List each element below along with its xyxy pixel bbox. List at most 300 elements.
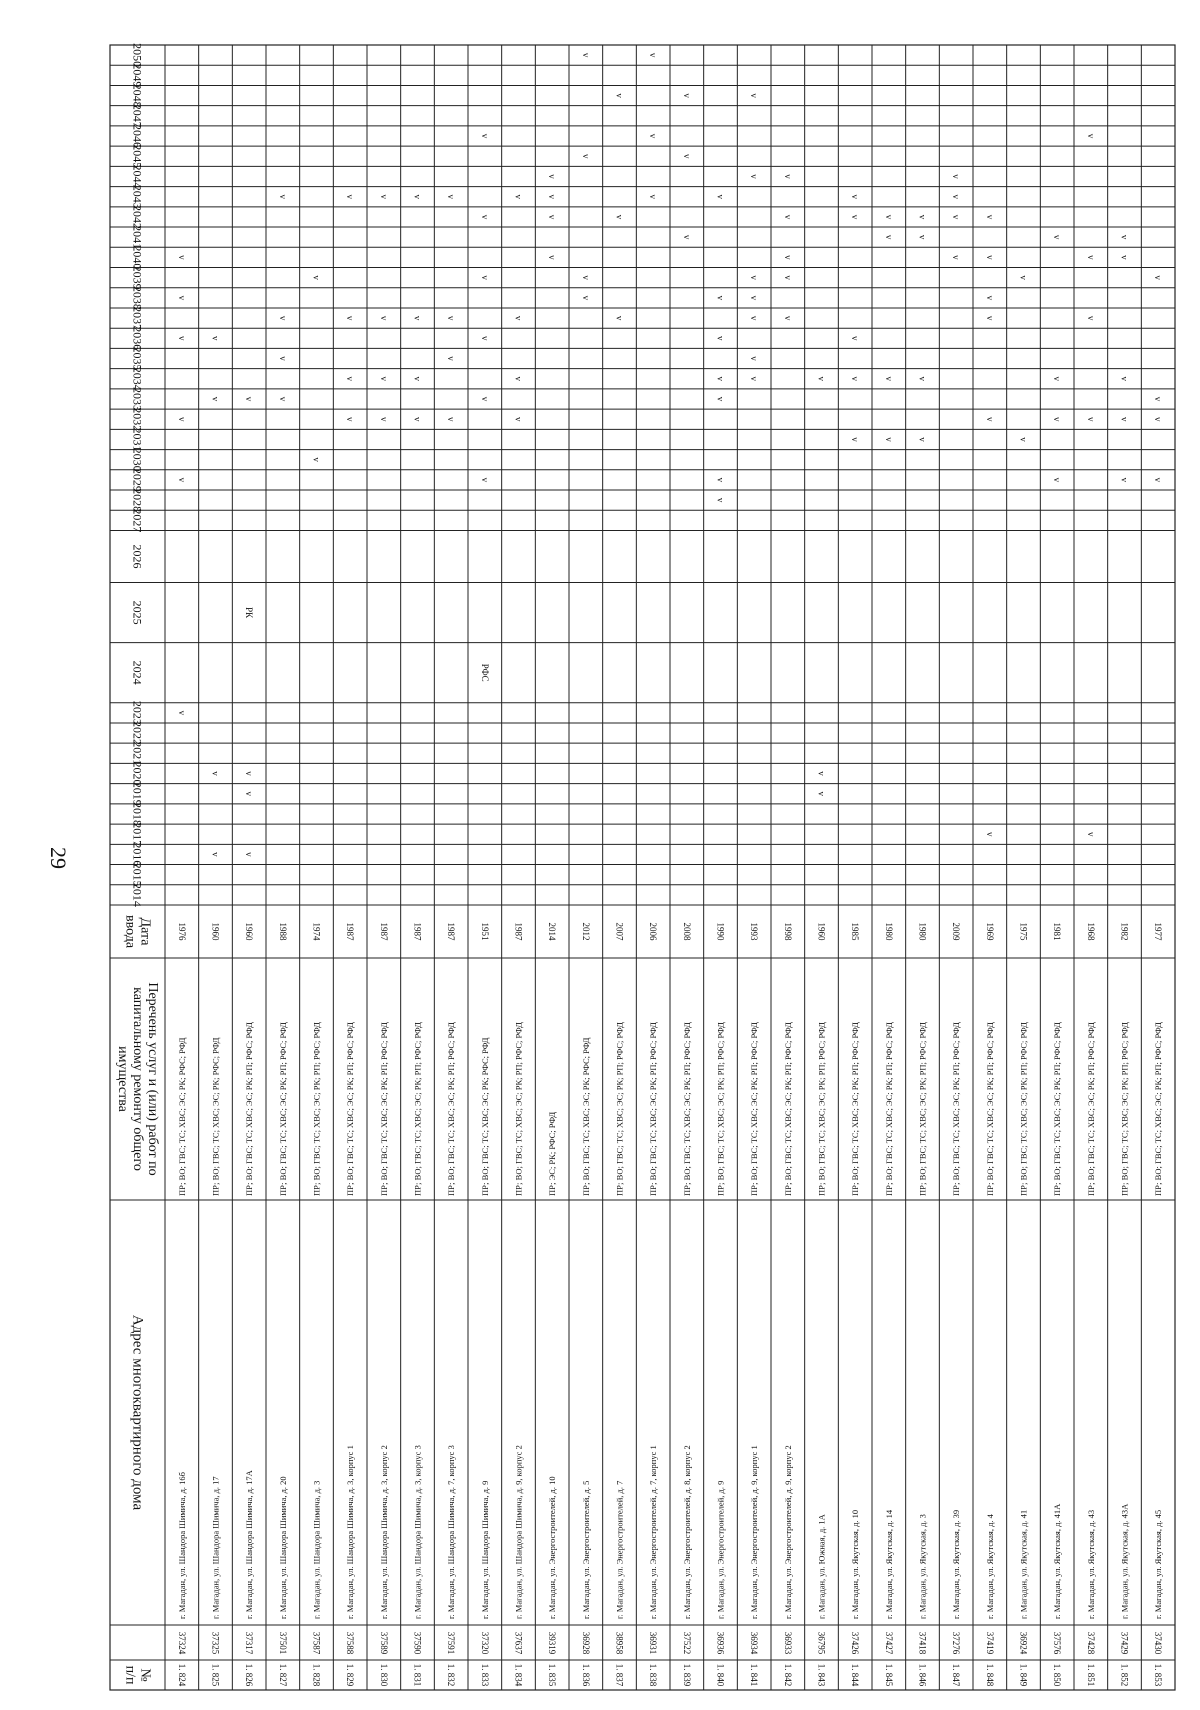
row-date: 1975 — [1018, 922, 1029, 941]
header-year-2014: 2014 — [130, 882, 145, 907]
row-services: ПР; ВО; ГВС; ТС; ХВС; ЭС; РК; РП; РФС; РФД — [446, 1022, 457, 1196]
row-id: 37522 — [681, 1631, 692, 1655]
row-mark-2034: v — [715, 376, 726, 382]
row-date: 1987 — [378, 922, 389, 941]
row-mark-2050: v — [648, 52, 659, 58]
row-id: 36931 — [648, 1631, 659, 1655]
row-mark-2040: v — [782, 255, 793, 260]
row-date: 1987 — [513, 922, 524, 941]
row-mark-2043: v — [648, 194, 659, 199]
row-date: 1990 — [715, 922, 726, 941]
header-year-2032: 2032 — [130, 407, 145, 432]
header-num: п/п — [122, 1665, 138, 1685]
row-mark-2023: v — [176, 710, 187, 716]
row-mark-2037: v — [446, 315, 457, 321]
row-services: ПР; ВО; ГВС; ТС; ХВС; ЭС; РК; РП; РФС; РФД — [816, 1022, 827, 1196]
row-mark-2042: v — [782, 214, 793, 220]
row-id: 37430 — [1153, 1631, 1164, 1655]
row-services: ПР; ВО; ГВС; ТС; ХВС; ЭС; РК; РП; РФС; РФД — [1052, 1022, 1063, 1196]
row-mark-2043: v — [345, 194, 356, 199]
row-mark-2040: v — [1119, 255, 1130, 260]
row-mark-2036: v — [850, 336, 861, 341]
row-id: 39319 — [547, 1631, 558, 1655]
row-mark-2040: v — [176, 255, 187, 260]
row-num: 1. 832 — [446, 1663, 457, 1687]
row-mark-2020: v — [816, 771, 827, 776]
row-mark-2031: v — [850, 437, 861, 442]
row-services: ПР; ВО; ГВС; ТС; ХВС; ЭС; РК; РП; РФС; РФД — [378, 1022, 389, 1196]
row-mark-2034: v — [917, 376, 928, 382]
header-address: Адрес многоквартирного дома — [129, 1314, 146, 1511]
row-date: 1987 — [446, 922, 457, 941]
row-id: 37501 — [277, 1631, 288, 1655]
row-date: 1988 — [277, 922, 288, 941]
row-mark-2042: v — [984, 214, 995, 220]
row-num: 1. 827 — [277, 1663, 288, 1687]
row-id: 36934 — [749, 1631, 760, 1655]
row-address: г. Магадан, ул. Якутская, д. 4 — [984, 1514, 995, 1619]
row-num: 1. 841 — [749, 1663, 760, 1687]
row-address: г. Магадан, ул. Якутская, д. 41А — [1052, 1503, 1063, 1619]
row-mark-2040: v — [547, 255, 558, 260]
header-year-2045: 2045 — [130, 144, 145, 169]
row-mark-2043: v — [547, 194, 558, 199]
row-date: 2014 — [547, 922, 558, 941]
row-id: 37325 — [210, 1631, 221, 1655]
row-num: 1. 837 — [614, 1663, 625, 1687]
row-mark-2037: v — [378, 315, 389, 321]
header-year-2047: 2047 — [130, 103, 145, 128]
header-year-2035: 2035 — [130, 346, 145, 371]
row-mark-2032: v — [1153, 416, 1164, 422]
row-mark-2033: v — [277, 396, 288, 402]
row-id: 37589 — [378, 1631, 389, 1655]
row-address: г. Магадан, ул. Шандора Шимича, д. 7, корпус 3 — [446, 1445, 457, 1619]
row-address: г. Магадан, ул. Энергостроителей, д. 5 — [580, 1480, 591, 1619]
row-mark-2037: v — [614, 315, 625, 321]
row-services: ПР; ВО; ГВС; ТС; ХВС; ЭС; РК; РФС; РФД — [210, 1037, 221, 1196]
row-mark-2034: v — [850, 376, 861, 382]
row-num: 1. 853 — [1153, 1663, 1164, 1687]
header-year-2017: 2017 — [130, 822, 145, 847]
row-date: 1974 — [311, 922, 322, 941]
row-address: г. Магадан, ул. Шандора Шимича, д. 20 — [277, 1476, 288, 1619]
row-mark-2042: v — [614, 214, 625, 220]
row-num: 1. 828 — [311, 1663, 322, 1687]
row-mark-2039: v — [1018, 275, 1029, 280]
header-year-2024: 2024 — [130, 660, 145, 685]
row-address: г. Магадан, ул. Шандора Шимича, д. 9, корпус 2 — [513, 1445, 524, 1619]
row-id: 37276 — [951, 1631, 962, 1655]
header-year-2021: 2021 — [130, 741, 145, 766]
row-mark-2044: v — [749, 174, 760, 179]
row-date: 1960 — [816, 922, 827, 941]
row-address: г. Магадан, ул. Якутская, д. 43А — [1119, 1503, 1130, 1619]
header-year-2015: 2015 — [130, 862, 145, 887]
row-services: ПР; ВО; ГВС; ТС; ХВС; ЭС; РК; РП; РФС; РФД — [681, 1022, 692, 1196]
row-mark-2034: v — [1119, 376, 1130, 382]
row-mark-2043: v — [951, 194, 962, 199]
row-num: 1. 850 — [1052, 1663, 1063, 1687]
row-mark-2043: v — [277, 194, 288, 199]
header-year-2026: 2026 — [130, 544, 145, 569]
row-mark-2039: v — [1153, 275, 1164, 280]
row-mark-2046: v — [479, 133, 490, 139]
row-services: ПР; ВО; ГВС; ТС; ХВС; ЭС; РК; РП; РФС; РФД — [715, 1022, 726, 1196]
row-mark-2042: v — [850, 214, 861, 220]
row-services: ПР; ВО; ГВС; ТС; ХВС; ЭС; РК; РП; РФС; РФД — [345, 1022, 356, 1196]
header-year-2037: 2037 — [130, 306, 145, 331]
row-date: 1985 — [850, 922, 861, 941]
row-address: г. Магадан, ул. Якутская, д. 39 — [951, 1509, 962, 1619]
header-year-2042: 2042 — [130, 204, 145, 229]
row-id: 37590 — [412, 1631, 423, 1655]
row-mark-2031: v — [883, 437, 894, 442]
row-mark-2034: v — [749, 376, 760, 382]
row-mark-2036: v — [210, 336, 221, 341]
row-mark-2039: v — [782, 275, 793, 280]
row-mark-2037: v — [345, 315, 356, 321]
row-services: ПР; ВО; ГВС; ТС; ХВС; ЭС; РК; РП; РФС; РФД — [984, 1022, 995, 1196]
row-date: 2009 — [951, 922, 962, 941]
row-mark-2042: v — [479, 214, 490, 220]
row-date: 1993 — [749, 922, 760, 941]
row-services: ПР; ВО; ГВС; ТС; ХВС; ЭС; РК; РП; РФС; РФД — [412, 1022, 423, 1196]
row-mark-2037: v — [277, 315, 288, 321]
row-mark-2031: v — [1018, 437, 1029, 442]
row-mark-2035: v — [749, 356, 760, 361]
row-date: 2008 — [681, 922, 692, 941]
row-mark-2036: v — [715, 336, 726, 341]
row-address: г. Магадан, ул. Южная, д. 1А — [816, 1514, 827, 1619]
row-num: 1. 839 — [681, 1663, 692, 1687]
row-num: 1. 845 — [883, 1663, 894, 1687]
row-num: 1. 831 — [412, 1663, 423, 1687]
row-services: ПР; ВО; ГВС; ТС; ХВС; ЭС; РК; РП; РФС; РФД — [850, 1022, 861, 1196]
row-id: 36936 — [715, 1631, 726, 1655]
row-mark-2032: v — [345, 416, 356, 422]
row-mark-2025: РК — [244, 607, 255, 619]
row-mark-2040: v — [951, 255, 962, 260]
header-year-2027: 2027 — [130, 508, 145, 533]
header-year-2038: 2038 — [130, 285, 145, 310]
row-date: 1987 — [345, 922, 356, 941]
row-id: 37588 — [345, 1631, 356, 1655]
row-mark-2043: v — [378, 194, 389, 199]
row-mark-2037: v — [412, 315, 423, 321]
row-mark-2038: v — [176, 295, 187, 301]
row-mark-2041: v — [883, 234, 894, 240]
header-year-2049: 2049 — [130, 63, 145, 88]
row-id: 36795 — [816, 1631, 827, 1655]
row-mark-2037: v — [782, 315, 793, 321]
row-mark-2037: v — [513, 315, 524, 321]
row-address: г. Магадан, ул. Энергостроителей, д. 9, корпус 1 — [749, 1445, 760, 1619]
header-year-2039: 2039 — [130, 265, 145, 290]
row-mark-2041: v — [1119, 234, 1130, 240]
row-date: 1969 — [984, 922, 995, 941]
row-date: 1987 — [412, 922, 423, 941]
row-services: ПР; ВО; ГВС; ТС; ХВС; ЭС; РК; РП; РФС; РФД — [1119, 1022, 1130, 1196]
row-mark-2030: v — [311, 457, 322, 462]
row-mark-2045: v — [681, 154, 692, 159]
row-num: 1. 824 — [176, 1663, 187, 1687]
header-year-2031: 2031 — [130, 427, 145, 452]
row-num: 1. 852 — [1119, 1663, 1130, 1687]
row-num: 1. 838 — [648, 1663, 659, 1687]
row-mark-2044: v — [782, 174, 793, 179]
row-id: 37587 — [311, 1631, 322, 1655]
row-num: 1. 847 — [951, 1663, 962, 1687]
row-mark-2039: v — [311, 275, 322, 280]
header-year-2028: 2028 — [130, 488, 145, 513]
row-address: г. Магадан, ул. Шандора Шимича, д. 9 — [479, 1480, 490, 1619]
row-date: 1960 — [244, 922, 255, 941]
row-mark-2039: v — [580, 275, 591, 280]
row-num: 1. 843 — [816, 1663, 827, 1687]
row-mark-2033: v — [210, 396, 221, 402]
header-year-2046: 2046 — [130, 124, 145, 149]
row-mark-2033: v — [1153, 396, 1164, 402]
row-id: 37418 — [917, 1631, 928, 1655]
row-mark-2029: v — [176, 477, 187, 483]
row-mark-2036: v — [479, 336, 490, 341]
row-mark-2032: v — [513, 416, 524, 422]
header-year-2048: 2048 — [130, 83, 145, 108]
row-id: 36924 — [1018, 1631, 1029, 1655]
row-mark-2029: v — [1119, 477, 1130, 483]
row-id: 36928 — [580, 1631, 591, 1655]
row-num: 1. 829 — [345, 1663, 356, 1687]
header-num: № — [137, 1668, 153, 1682]
row-id: 36933 — [782, 1631, 793, 1655]
row-mark-2031: v — [917, 437, 928, 442]
row-num: 1. 833 — [479, 1663, 490, 1687]
row-services: ПР; ВО; ГВС; ТС; ХВС; ЭС; РК; РП; РФС; РФД — [883, 1022, 894, 1196]
row-mark-2029: v — [1052, 477, 1063, 483]
row-mark-2032: v — [1119, 416, 1130, 422]
row-mark-2032: v — [412, 416, 423, 422]
row-services: ПР; ВО; ГВС; ТС; ХВС; ЭС; РК; РП; РФС; РФД — [244, 1022, 255, 1196]
row-mark-2036: v — [176, 336, 187, 341]
row-mark-2035: v — [277, 356, 288, 361]
row-mark-2042: v — [883, 214, 894, 220]
row-services: ПР; ВО; ГВС; ТС; ХВС; ЭС; РК; РП; РФС; РФД — [311, 1022, 322, 1196]
row-mark-2037: v — [749, 315, 760, 321]
row-num: 1. 840 — [715, 1663, 726, 1687]
row-services: ПР; ВО; ГВС; ТС; ХВС; ЭС; РК; РФС; РФД — [479, 1037, 490, 1196]
row-mark-2019: v — [244, 791, 255, 796]
row-num: 1. 849 — [1018, 1663, 1029, 1687]
row-id: 37591 — [446, 1631, 457, 1655]
row-mark-2019: v — [816, 791, 827, 796]
row-date: 1998 — [782, 922, 793, 941]
row-address: г. Магадан, ул. Якутская, д. 41 — [1018, 1509, 1029, 1619]
row-address: г. Магадан, ул. Якутская, д. 45 — [1153, 1509, 1164, 1619]
header-year-2016: 2016 — [130, 842, 145, 867]
row-mark-2017: v — [984, 831, 995, 837]
row-mark-2032: v — [176, 416, 187, 422]
row-mark-2048: v — [614, 93, 625, 98]
row-services: ПР; ВО; ГВС; ТС; ХВС; ЭС; РК; РП; РФС; РФД — [277, 1022, 288, 1196]
row-mark-2041: v — [681, 234, 692, 240]
row-mark-2042: v — [951, 214, 962, 220]
row-id: 37324 — [176, 1631, 187, 1655]
row-services: ПР; ВО; ГВС; ТС; ХВС; ЭС; РК; РП; РФС; РФД — [648, 1022, 659, 1196]
row-num: 1. 844 — [850, 1663, 861, 1687]
row-num: 1. 835 — [547, 1663, 558, 1687]
row-mark-2032: v — [984, 416, 995, 422]
row-mark-2032: v — [378, 416, 389, 422]
row-address: г. Магадан, ул. Шандора Шимича, д. 3, корпус 2 — [378, 1445, 389, 1619]
row-mark-2033: v — [715, 396, 726, 402]
row-services: ПР; ВО; ГВС; ТС; ХВС; ЭС; РК; РП; РФС; РФД — [1085, 1022, 1096, 1196]
row-id: 37427 — [883, 1631, 894, 1655]
row-id: 38958 — [614, 1631, 625, 1655]
row-mark-2043: v — [446, 194, 457, 199]
row-mark-2043: v — [850, 194, 861, 199]
row-mark-2043: v — [412, 194, 423, 199]
row-mark-2037: v — [984, 315, 995, 321]
row-date: 1960 — [210, 922, 221, 941]
row-mark-2038: v — [984, 295, 995, 301]
header-year-2044: 2044 — [130, 164, 145, 189]
row-mark-2029: v — [1153, 477, 1164, 483]
row-date: 2007 — [614, 922, 625, 941]
row-id: 37320 — [479, 1631, 490, 1655]
header-year-2018: 2018 — [130, 801, 145, 826]
row-mark-2042: v — [547, 214, 558, 220]
row-address: г. Магадан, ул. Якутская, д. 3 — [917, 1514, 928, 1619]
row-services: ПР; ВО; ГВС; ТС; ХВС; ЭС; РК; РФС; РФД — [580, 1037, 591, 1196]
row-services: ПР; ЭС; РК; РФС; РФД — [547, 1111, 558, 1196]
row-address: г. Магадан, ул. Якутская, д. 10 — [850, 1509, 861, 1619]
row-services: ПР; ВО; ГВС; ТС; ХВС; ЭС; РК; РП; РФС; РФД — [513, 1022, 524, 1196]
row-mark-2040: v — [1085, 255, 1096, 260]
header-year-2019: 2019 — [130, 781, 145, 806]
row-mark-2029: v — [479, 477, 490, 483]
row-address: г. Магадан, ул. Шандора Шимича, д. 3, корпус 3 — [412, 1445, 423, 1619]
row-address: г. Магадан, ул. Шандора Шимича, д. 3 — [311, 1480, 322, 1619]
row-mark-2034: v — [378, 376, 389, 382]
header-year-2029: 2029 — [130, 467, 145, 492]
header-services: Перечень услуг и (или) работ по — [145, 982, 160, 1176]
header-year-2036: 2036 — [130, 326, 145, 351]
row-mark-2033: v — [244, 396, 255, 402]
header-year-2020: 2020 — [130, 761, 145, 786]
row-mark-2034: v — [345, 376, 356, 382]
row-mark-2039: v — [749, 275, 760, 280]
row-services: ПР; ВО; ГВС; ТС; ХВС; ЭС; РК; РП; РФС; РФД — [1018, 1022, 1029, 1196]
row-id: 37429 — [1119, 1631, 1130, 1655]
row-mark-2035: v — [446, 356, 457, 361]
row-mark-2032: v — [1052, 416, 1063, 422]
row-date: 1980 — [917, 922, 928, 941]
row-address: г. Магадан, ул. Энергостроителей, д. 9, корпус 2 — [782, 1445, 793, 1619]
row-mark-2034: v — [883, 376, 894, 382]
row-num: 1. 836 — [580, 1663, 591, 1687]
header-year-2022: 2022 — [130, 721, 145, 746]
row-mark-2044: v — [547, 174, 558, 179]
row-num: 1. 825 — [210, 1663, 221, 1687]
row-address: г. Магадан, ул. Якутская, д. 43 — [1085, 1509, 1096, 1619]
row-mark-2016: v — [244, 852, 255, 857]
row-mark-2041: v — [1052, 234, 1063, 240]
row-num: 1. 826 — [244, 1663, 255, 1687]
row-mark-2046: v — [1085, 133, 1096, 139]
row-address: г. Магадан, ул. Энергостроителей, д. 10 — [547, 1476, 558, 1619]
row-id: 37428 — [1085, 1631, 1096, 1655]
row-mark-2046: v — [648, 133, 659, 139]
row-services: ПР; ВО; ГВС; ТС; ХВС; ЭС; РК; РФС; РФД — [176, 1037, 187, 1196]
table-border — [110, 45, 1175, 1690]
row-mark-2032: v — [446, 416, 457, 422]
row-address: г. Магадан, ул. Шандора Шимича, д. 3, корпус 1 — [345, 1445, 356, 1619]
row-address: г. Магадан, ул. Шандора Шимича, д. 16б — [176, 1472, 187, 1619]
row-date: 1968 — [1085, 922, 1096, 941]
row-id: 37419 — [984, 1631, 995, 1655]
row-mark-2043: v — [513, 194, 524, 199]
row-date: 1951 — [479, 922, 490, 941]
page-number: 29 — [46, 847, 71, 869]
row-services: ПР; ВО; ГВС; ТС; ХВС; ЭС; РК; РП; РФС; РФД — [917, 1022, 928, 1196]
row-id: 37426 — [850, 1631, 861, 1655]
row-mark-2020: v — [244, 771, 255, 776]
row-mark-2042: v — [917, 214, 928, 220]
row-mark-2043: v — [715, 194, 726, 199]
row-address: г. Магадан, ул. Шандора Шимича, д. 17 — [210, 1476, 221, 1619]
row-services: ПР; ВО; ГВС; ТС; ХВС; ЭС; РК; РП; РФС; РФД — [749, 1022, 760, 1196]
row-mark-2034: v — [1052, 376, 1063, 382]
row-mark-2038: v — [580, 295, 591, 301]
header-year-2040: 2040 — [130, 245, 145, 270]
row-date: 2006 — [648, 922, 659, 941]
row-mark-2032: v — [1085, 416, 1096, 422]
row-mark-2040: v — [984, 255, 995, 260]
row-services: ПР; ВО; ГВС; ТС; ХВС; ЭС; РК; РП; РФС; РФД — [614, 1022, 625, 1196]
row-services: ПР; ВО; ГВС; ТС; ХВС; ЭС; РК; РП; РФС; РФД — [1153, 1022, 1164, 1196]
row-num: 1. 848 — [984, 1663, 995, 1687]
row-date: 1977 — [1153, 922, 1164, 941]
header-year-2033: 2033 — [130, 386, 145, 411]
row-num: 1. 834 — [513, 1663, 524, 1687]
row-id: 37576 — [1052, 1631, 1063, 1655]
header-year-2030: 2030 — [130, 447, 145, 472]
row-address: г. Магадан, ул. Энергостроителей, д. 8, корпус 2 — [681, 1445, 692, 1619]
header-year-2050: 2050 — [130, 43, 145, 68]
header-date: ввода — [122, 914, 138, 949]
row-mark-2034: v — [816, 376, 827, 382]
header-date: Дата — [137, 917, 153, 946]
row-mark-2034: v — [513, 376, 524, 382]
header-services: капитальному ремонту общего — [130, 987, 145, 1171]
row-date: 1976 — [176, 922, 187, 941]
row-mark-2039: v — [479, 275, 490, 280]
row-mark-2028: v — [715, 497, 726, 503]
row-id: 37317 — [244, 1631, 255, 1655]
row-mark-2050: v — [580, 52, 591, 58]
row-mark-2038: v — [749, 295, 760, 301]
header-year-2041: 2041 — [130, 225, 145, 250]
row-mark-2041: v — [917, 234, 928, 240]
row-mark-2017: v — [1085, 831, 1096, 837]
row-num: 1. 830 — [378, 1663, 389, 1687]
row-mark-2029: v — [715, 477, 726, 483]
row-mark-2033: v — [479, 396, 490, 402]
row-num: 1. 842 — [782, 1663, 793, 1687]
row-mark-2016: v — [210, 852, 221, 857]
header-year-2025: 2025 — [130, 600, 145, 625]
